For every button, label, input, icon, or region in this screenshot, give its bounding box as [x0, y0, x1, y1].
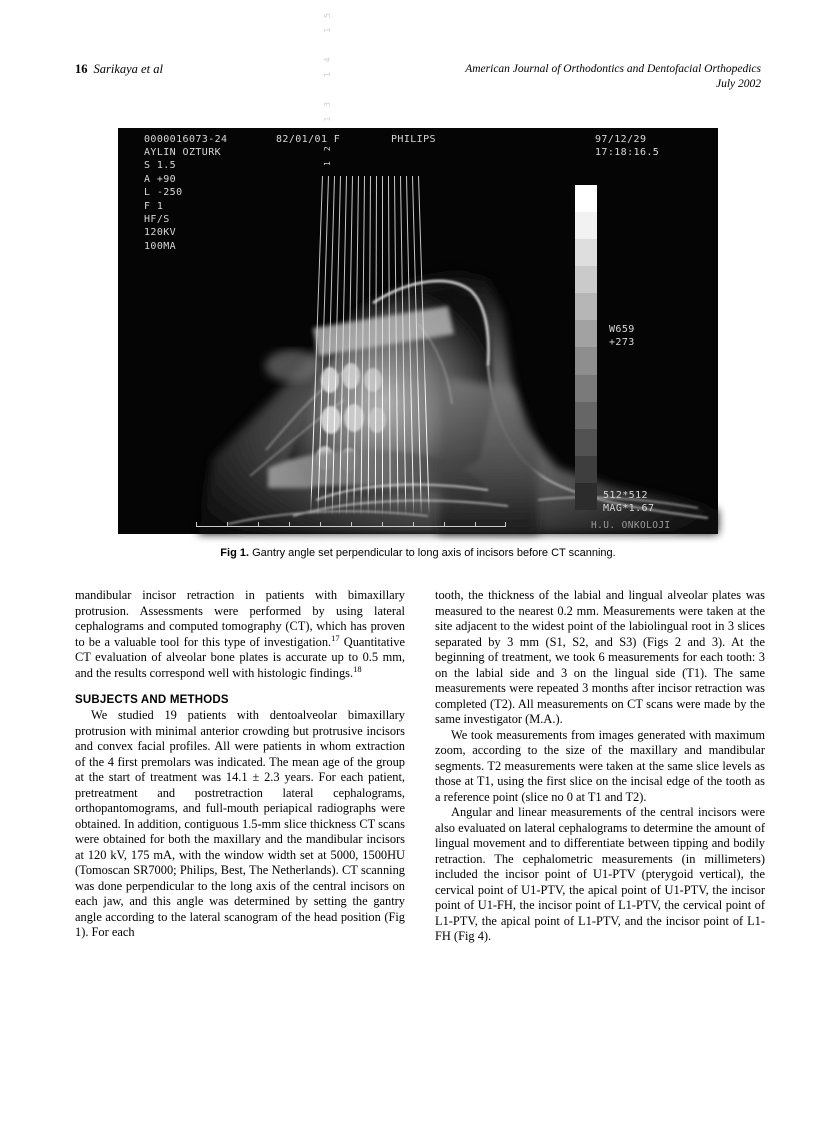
ct-milliamperage: 100MA: [144, 240, 177, 252]
ct-magnification: MAG*1.67: [603, 503, 655, 515]
right-column: [435, 588, 765, 945]
figure-caption-text: Gantry angle set perpendicular to long axis of incisors before CT scanning.: [252, 547, 616, 559]
left-column: [75, 588, 405, 941]
figure-number: Fig 1.: [220, 547, 250, 559]
running-head-left: [75, 62, 163, 77]
ct-institution: H.U. ONKOLOJI: [591, 520, 671, 531]
paragraph-continuation: [75, 588, 405, 681]
ct-matrix-info: [603, 489, 654, 516]
running-head-authors: Sarikaya et al: [93, 62, 163, 76]
ct-patient-name: AYLIN OZTURK: [144, 147, 222, 158]
ct-window-width: W659: [609, 324, 635, 335]
figure-caption: [118, 546, 718, 560]
journal-title: American Journal of Orthodontics and Dentofacial Orthopedics: [465, 63, 761, 75]
ct-parameter-list: [144, 146, 221, 253]
running-head-right: [465, 62, 761, 92]
ct-kilovoltage: 120KV: [144, 227, 177, 239]
ct-study-id: 0000016073-24: [144, 134, 228, 145]
ct-slice-thickness: S 1.5: [144, 160, 177, 172]
right-para-1: tooth, the thickness of the labial and lingual alveolar plates was measured to the nearest 0.2 mm. Measurements were taken at the site adjacent to the widest point of the labiolingual root in 3 slices separated by 3 mm (S1, S2, and S3) (Figs 2 and 3). At the beginning of treatment, we took 6 measurements for each tooth: 3 on the labial side and 3 on the lingual side (T1). The same measurements were repeated 3 months after incisor retraction was completed (T2). All measurements on CT scans were made by the same investigator (M.A.).: [435, 588, 765, 726]
left-para-2: We studied 19 patients with dentoalveolar bimaxillary protrusion with minimal anterior crowding but protrusive incisors and convex facial profiles. All were patients in whom extraction of the 4 first premolars was indicated. The mean age of the group at the start of treatment was 14.1 ± 2.3 years. For each patient, pretreatment and postretraction lateral cephalograms, orthopantomograms, and full-mouth periapical radiographs were obtained. In addition, contiguous 1.5-mm slice thickness CT scans were obtained for both the maxillary and the mandibular incisors at 120 kV, 175 mA, with the window width set at 5000, 1500HU (Tomoscan SR7000; Philips, Best, The Netherlands). CT scanning was done perpendicular to the long axis of the central incisors on each jaw, and this angle was determined by setting the gantry angle according to the lateral scanogram of the head position (Fig 1). For each: [75, 708, 405, 939]
ct-window-settings: [609, 323, 635, 350]
reference-17: 17: [331, 632, 340, 643]
ct-filter: F 1: [144, 200, 164, 212]
ct-manufacturer: PHILIPS: [391, 134, 436, 145]
ct-window-level: +273: [609, 337, 635, 349]
page-number: 16: [75, 62, 88, 76]
ct-scan-date: 97/12/29: [595, 134, 647, 145]
ct-scan-time: 17:18:16.5: [595, 147, 660, 159]
issue-date: July 2002: [715, 78, 761, 90]
ct-orientation: HF/S: [144, 214, 170, 226]
right-para-3: Angular and linear measurements of the central incisors were also evaluated on lateral cephalograms to determine the amount of lingual movement and to differentiate between tipping and bodily retraction. The cephalometric measurements (in millimeters) included the incisor point of U1-PTV (pterygoid vertical), the cervical point of U1-PTV, the apical point of U1-PTV, the incisor point of U1-FH, the incisor point of L1-PTV, the cervical point of L1-PTV, the apical point of L1-PTV, and the incisor point of L1-FH (Fig 4).: [435, 805, 765, 943]
ct-level: L -250: [144, 187, 183, 199]
left-para-1: mandibular incisor retraction in patients with bimaxillary protrusion. Assessments were performed by using lateral cephalograms and computed tomography (CT), which has proven to be a valuable tool for this type of investigation.: [75, 588, 405, 649]
ct-scan-datetime: [595, 133, 659, 160]
ct-matrix-size: 512*512: [603, 490, 648, 501]
ct-birthdate-sex: 82/01/01 F: [276, 134, 341, 145]
left-para-1-cont: Quantitative CT evaluation of alveolar bone plates is accurate up to 0.5 mm, and the results correspond well with histologic findings.: [75, 634, 405, 680]
ct-scale-ruler: [196, 522, 506, 529]
running-head: [75, 62, 761, 98]
ct-slice-lines: [318, 176, 428, 516]
reference-18: 18: [353, 663, 362, 674]
ct-slice-numbers: 12 13 14 15: [323, 3, 332, 166]
ct-grayscale-bar: [575, 185, 597, 510]
section-heading-subjects-and-methods: SUBJECTS AND METHODS: [75, 694, 229, 706]
right-para-2: We took measurements from images generated with maximum zoom, according to the size of the maxillary and mandibular segments. T2 measurements were taken at the same slice levels as those at T1, using the first slice on the incisal edge of the tooth as a reference point (slice no 0 at T1 and T2).: [435, 727, 765, 804]
ct-angle: A +90: [144, 173, 177, 185]
